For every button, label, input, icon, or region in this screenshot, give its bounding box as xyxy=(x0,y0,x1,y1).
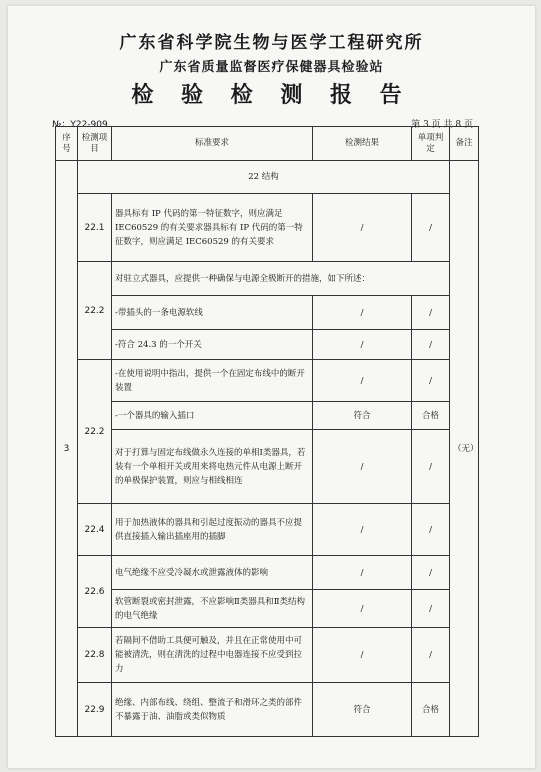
table-row xyxy=(56,504,479,556)
item-cell: 22.9 xyxy=(78,683,112,737)
requirement-cell: 电气绝缘不应受冷凝水或泄露液体的影响 xyxy=(112,556,313,590)
result-cell: / xyxy=(313,590,412,628)
item-cell: 22.1 xyxy=(78,194,112,262)
requirement-cell: 若隔间不借助工具便可触及，并且在正常使用中可能被清洗，则在清洗的过程中电器连接不应受到拉力 xyxy=(112,628,313,683)
requirement-cell: 对驻立式器具，应提供一种确保与电源全极断开的措施，如下所述： xyxy=(112,262,450,296)
table-row xyxy=(56,360,479,402)
result-cell: / xyxy=(313,628,412,683)
requirement-cell: 绝缘、内部布线、绕组、整流子和滑环之类的部件不暴露于油、油脂或类似物质 xyxy=(112,683,313,737)
judgment-cell: / xyxy=(412,330,450,360)
header-judgment: 单项判定 xyxy=(412,127,450,161)
requirement-cell: 器具标有 IP 代码的第一特征数字，则应满足 IEC60529 的有关要求器具标有 IP 代码的第一特征数字，则应满足 IEC60529 的有关要求 xyxy=(112,194,313,262)
section-title: 22 结构 xyxy=(78,161,450,194)
judgment-cell: / xyxy=(412,556,450,590)
header-result: 检测结果 xyxy=(313,127,412,161)
page-number: 第 3 页 共 8 页 xyxy=(411,120,473,130)
judgment-cell: / xyxy=(412,194,450,262)
table-header-row xyxy=(56,127,479,161)
judgment-cell: / xyxy=(412,628,450,683)
result-cell: / xyxy=(313,430,412,504)
item-cell: 22.8 xyxy=(78,628,112,683)
table-row xyxy=(56,262,479,296)
judgment-cell: / xyxy=(412,296,450,330)
table-row xyxy=(56,556,479,590)
judgment-cell: / xyxy=(412,430,450,504)
station-name: 广东省质量监督医疗保健器具检验站 xyxy=(159,60,384,75)
judgment-cell: / xyxy=(412,360,450,402)
result-cell: / xyxy=(313,330,412,360)
table-row xyxy=(56,683,479,737)
judgment-cell: / xyxy=(412,504,450,556)
result-cell: / xyxy=(313,296,412,330)
report-title: 检 验 检 测 报 告 xyxy=(131,82,412,108)
requirement-cell: -在使用说明中指出，提供一个在固定布线中的断开装置 xyxy=(112,360,313,402)
institute-name: 广东省科学院生物与医学工程研究所 xyxy=(119,33,424,53)
judgment-cell: 合格 xyxy=(412,683,450,737)
result-cell: 符合 xyxy=(313,402,412,430)
report-number: №：Y22-909 xyxy=(52,120,108,130)
inspection-table xyxy=(55,126,479,737)
result-cell: / xyxy=(313,556,412,590)
seq-cell: 3 xyxy=(56,161,78,737)
result-cell: / xyxy=(313,504,412,556)
item-cell: 22.2 xyxy=(78,262,112,360)
result-cell: / xyxy=(313,360,412,402)
result-cell: / xyxy=(313,194,412,262)
header-seq: 序号 xyxy=(56,127,78,161)
requirement-cell: 用于加热液体的器具和引起过度振动的器具不应提供直接插入输出插座用的插脚 xyxy=(112,504,313,556)
table-row xyxy=(56,330,479,360)
item-cell: 22.4 xyxy=(78,504,112,556)
section-row xyxy=(56,161,479,194)
table-row xyxy=(56,402,479,430)
requirement-cell: -符合 24.3 的一个开关 xyxy=(112,330,313,360)
requirement-cell: 对于打算与固定布线做永久连接的单相Ⅰ类器具，若装有一个单相开关或用来将电热元件从电源上断开的单极保护装置，则应与相线相连 xyxy=(112,430,313,504)
result-cell: 符合 xyxy=(313,683,412,737)
table-row xyxy=(56,628,479,683)
judgment-cell: / xyxy=(412,590,450,628)
remark-cell: （无） xyxy=(450,161,479,737)
header-item: 检测项目 xyxy=(78,127,112,161)
table-row xyxy=(56,194,479,262)
item-cell: 22.2 xyxy=(78,360,112,504)
table-row xyxy=(56,296,479,330)
item-cell: 22.6 xyxy=(78,556,112,628)
header-requirement: 标准要求 xyxy=(112,127,313,161)
report-page xyxy=(8,6,535,768)
header-remark: 备注 xyxy=(450,127,479,161)
table-row xyxy=(56,430,479,504)
requirement-cell: 软管断裂或密封泄露，不应影响Ⅱ类器具和Ⅱ类结构的电气绝缘 xyxy=(112,590,313,628)
table-row xyxy=(56,590,479,628)
requirement-cell: -带插头的一条电源软线 xyxy=(112,296,313,330)
requirement-cell: -一个器具的输入插口 xyxy=(112,402,313,430)
judgment-cell: 合格 xyxy=(412,402,450,430)
